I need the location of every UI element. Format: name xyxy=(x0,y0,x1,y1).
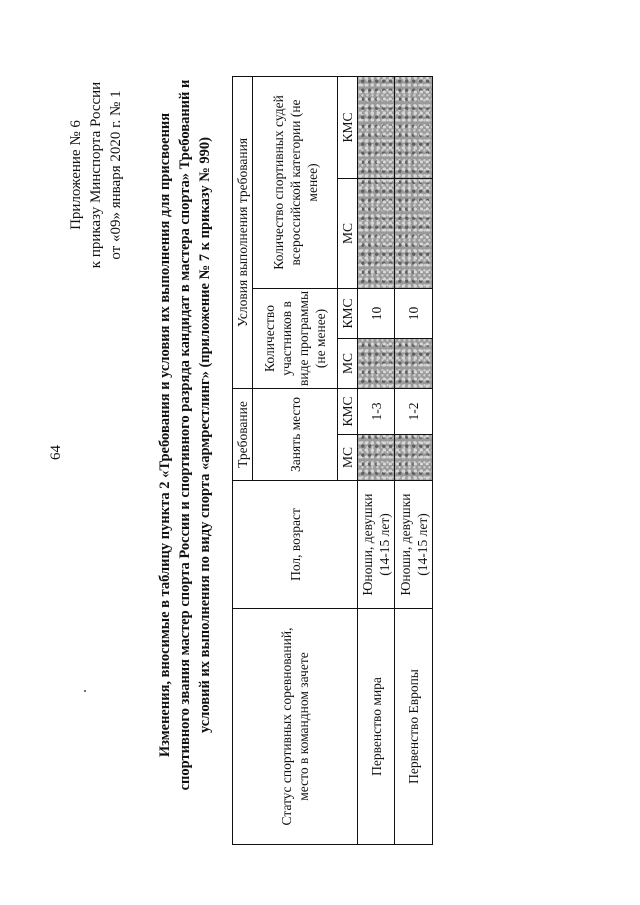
header-judges-ms: МС xyxy=(338,178,358,288)
shaded-cell xyxy=(395,178,433,288)
row-gender-age: Юноши, девушки (14-15 лет) xyxy=(358,481,395,609)
appendix-line: Приложение № 6 xyxy=(68,120,84,230)
row-status: Первенство Европы xyxy=(395,609,433,845)
appendix-reference xyxy=(66,5,126,345)
appendix-line: от «09» января 2020 г. № 1 xyxy=(108,90,124,260)
row-place-kms: 1-3 xyxy=(358,388,395,434)
header-requirement: Требование xyxy=(233,388,253,480)
appendix-line: к приказу Минспорта России xyxy=(88,81,104,269)
header-participants-kms: КМС xyxy=(338,288,358,338)
header-judges-kms: КМС xyxy=(338,76,358,178)
shaded-cell xyxy=(358,435,395,481)
shaded-cell xyxy=(395,435,433,481)
header-conditions: Условия выполнения требования xyxy=(233,76,253,388)
row-place-kms: 1-2 xyxy=(395,388,433,434)
table-row xyxy=(395,76,433,844)
table-row xyxy=(358,76,395,844)
heading-line: спортивного звания мастер спорта России и спортивного разряда кандидат в мастера спорта» Требований и xyxy=(177,79,193,791)
header-participants-ms: МС xyxy=(338,338,358,388)
header-judges: Количество спортивных судей всероссийской категории (не менее) xyxy=(253,76,338,288)
shaded-cell xyxy=(358,178,395,288)
page-number: 64 xyxy=(48,445,64,460)
document-heading xyxy=(155,5,215,865)
row-participants-kms: 10 xyxy=(358,288,395,338)
shaded-cell xyxy=(358,76,395,178)
row-gender-age: Юноши, девушки (14-15 лет) xyxy=(395,481,433,609)
heading-line: Изменения, вносимые в таблицу пункта 2 «Требования и условия их выполнения для присвоения xyxy=(157,112,173,758)
scan-speck xyxy=(84,690,86,692)
row-participants-kms: 10 xyxy=(395,288,433,338)
row-status: Первенство мира xyxy=(358,609,395,845)
requirements-table xyxy=(232,76,433,845)
header-place-kms: КМС xyxy=(338,388,358,434)
header-place-ms: МС xyxy=(338,435,358,481)
shaded-cell xyxy=(395,338,433,388)
header-status: Статус спортивных соревнований, место в командном зачете xyxy=(233,609,358,845)
header-gender-age: Пол, возраст xyxy=(233,481,358,609)
header-take-place: Занять место xyxy=(253,388,338,480)
shaded-cell xyxy=(395,76,433,178)
shaded-cell xyxy=(358,338,395,388)
heading-line: условий их выполнения по виду спорта «армрестлинг» (приложение № 7 к приказу № 990) xyxy=(197,137,213,733)
header-participants: Количество участников в виде программы (не менее) xyxy=(253,288,338,388)
